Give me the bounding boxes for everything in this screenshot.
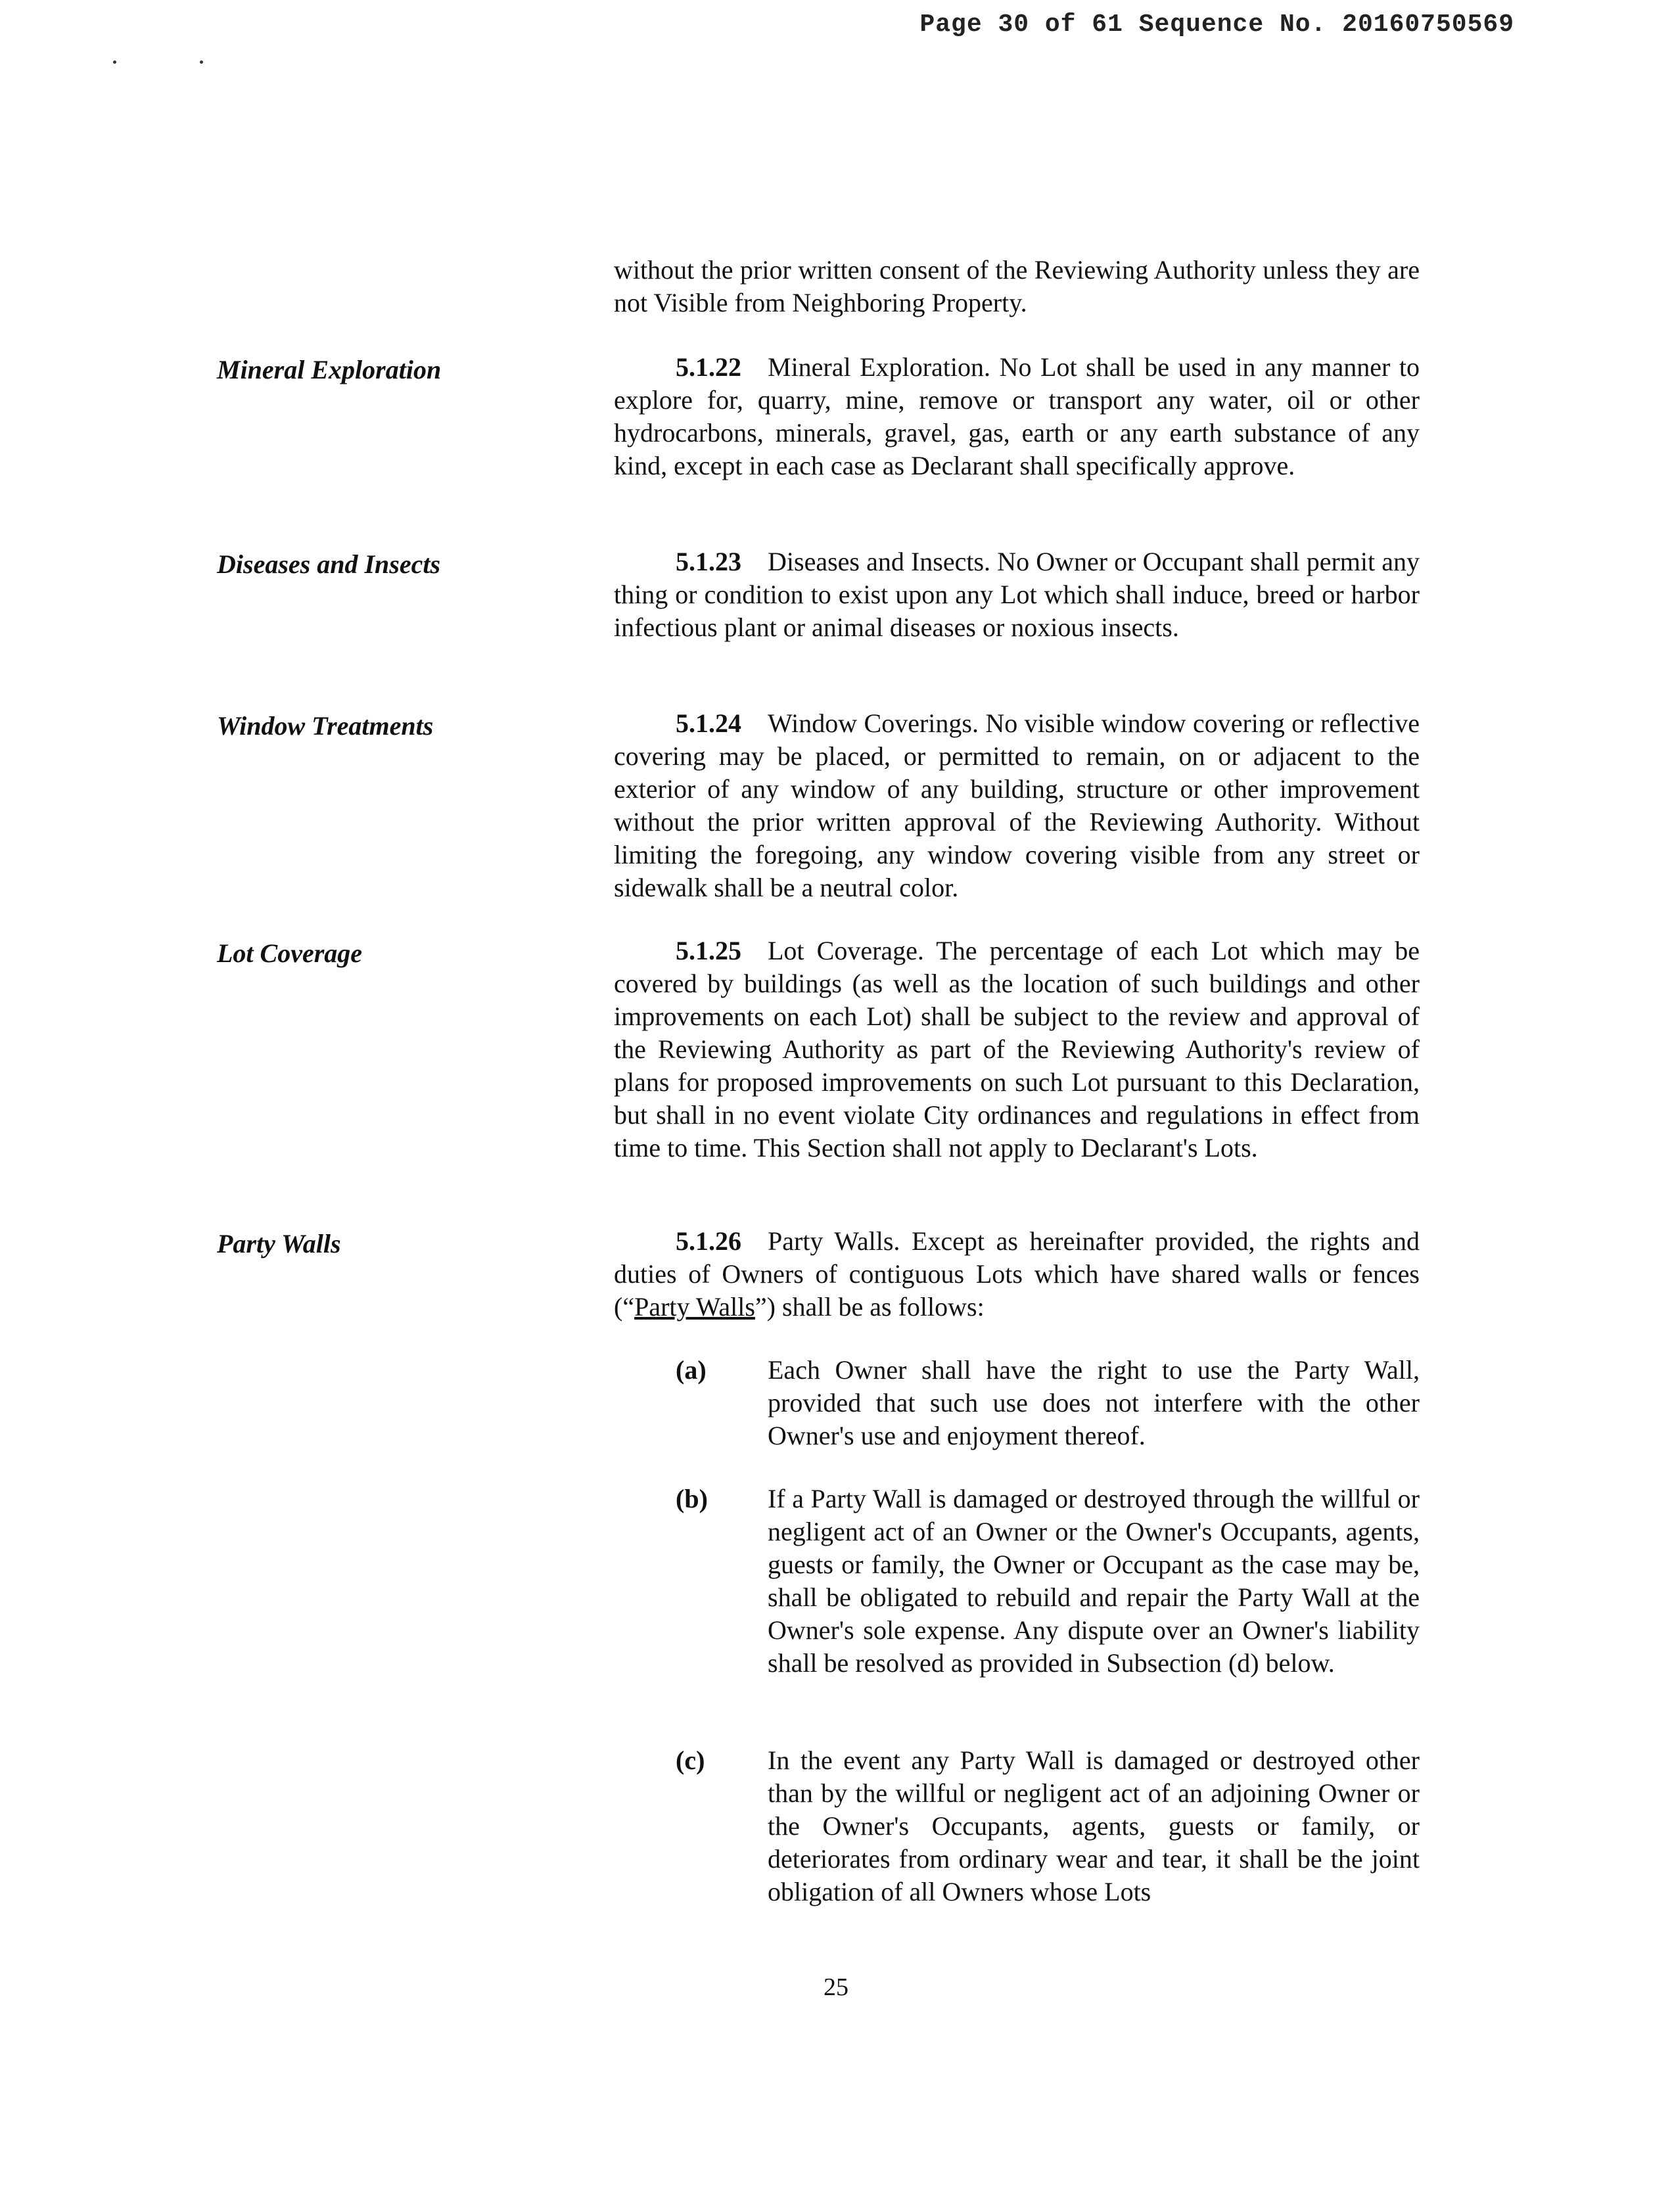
section-text: Mineral Exploration. No Lot shall be used in any manner to explore for, quarry, mine, remove or transport any water, oil or other hydrocarbons, minerals, gravel, gas, earth or any earth substance of any kind, except in each case as Declarant shall specifically approve.: [614, 352, 1420, 480]
section-5-1-23: [614, 545, 1420, 644]
section-number: 5.1.23: [676, 547, 741, 576]
page-number: 25: [824, 1973, 848, 2001]
section-text-end: ”) shall be as follows:: [755, 1292, 985, 1322]
side-heading-lot-coverage: Lot Coverage: [217, 938, 363, 968]
section-text: Lot Coverage. The percentage of each Lot which may be covered by buildings (as well as the location of such buildings and other improvements on each Lot) shall be subject to the review and approval of the Reviewing Authority as part of the Reviewing Authority's review of plans for proposed improvements on such Lot pursuant to this Declaration, but shall in no event violate City ordinances and regulations in effect from time to time. This Section shall not apply to Declarant's Lots.: [614, 936, 1420, 1163]
recording-stamp: Page 30 of 61 Sequence No. 20160750569: [919, 11, 1514, 39]
side-heading-window-treatments: Window Treatments: [217, 711, 434, 741]
section-5-1-25: [614, 934, 1420, 1164]
side-heading-diseases-and-insects: Diseases and Insects: [217, 549, 441, 579]
section-5-1-26: [614, 1225, 1420, 1324]
section-number: 5.1.22: [676, 352, 741, 382]
subsection-text: If a Party Wall is damaged or destroyed through the willful or negligent act of an Owner or the Owner's Occupants, agents, guests or family, the Owner or Occupant as the case may be, shall be obligated to rebuild and repair the Party Wall at the Owner's sole expense. Any dispute over an Owner's liability shall be resolved as provided in Subsection (d) below.: [768, 1484, 1420, 1678]
defined-term: Party Walls: [634, 1292, 755, 1322]
section-number: 5.1.25: [676, 936, 741, 965]
subsection-text: In the event any Party Wall is damaged or destroyed other than by the willful or negligent act of an adjoining Owner or the Owner's Occupants, agents, guests or family, or deteriorates from ordinary wear and tear, it shall be the joint obligation of all Owners whose Lots: [768, 1745, 1420, 1906]
section-text: Party Walls. Except as hereinafter provided, the rights and duties of Owners of contiguous Lots which have shared walls or fences (“: [614, 1226, 1420, 1322]
section-5-1-24: [614, 707, 1420, 904]
subsection-b: [614, 1483, 1420, 1680]
side-heading-party-walls: Party Walls: [217, 1229, 341, 1258]
side-heading-mineral-exploration: Mineral Exploration: [217, 355, 442, 384]
subsection-a: [614, 1354, 1420, 1452]
scan-speck: [113, 60, 116, 64]
scan-speck: [200, 60, 203, 64]
section-text: Diseases and Insects. No Owner or Occupant shall permit any thing or condition to exist upon any Lot which shall induce, breed or harbor infectious plant or animal diseases or noxious insects.: [614, 547, 1420, 642]
section-5-1-22: [614, 351, 1420, 482]
section-text: Window Coverings. No visible window covering or reflective covering may be placed, or permitted to remain, on or adjacent to the exterior of any window of any building, structure or other improvement without the prior written approval of the Reviewing Authority. Without limiting the foregoing, any window covering visible from any street or sidewalk shall be a neutral color.: [614, 708, 1420, 902]
subsection-label: (a): [676, 1355, 707, 1385]
subsection-text: Each Owner shall have the right to use the Party Wall, provided that such use does not interfere with the other Owner's use and enjoyment thereof.: [768, 1355, 1420, 1450]
subsection-c: [614, 1744, 1420, 1908]
continuation-paragraph: without the prior written consent of the Reviewing Authority unless they are not Visible from Neighboring Property.: [614, 255, 1420, 317]
section-number: 5.1.24: [676, 708, 741, 738]
section-number: 5.1.26: [676, 1226, 741, 1256]
subsection-label: (c): [676, 1745, 705, 1775]
subsection-label: (b): [676, 1484, 708, 1513]
